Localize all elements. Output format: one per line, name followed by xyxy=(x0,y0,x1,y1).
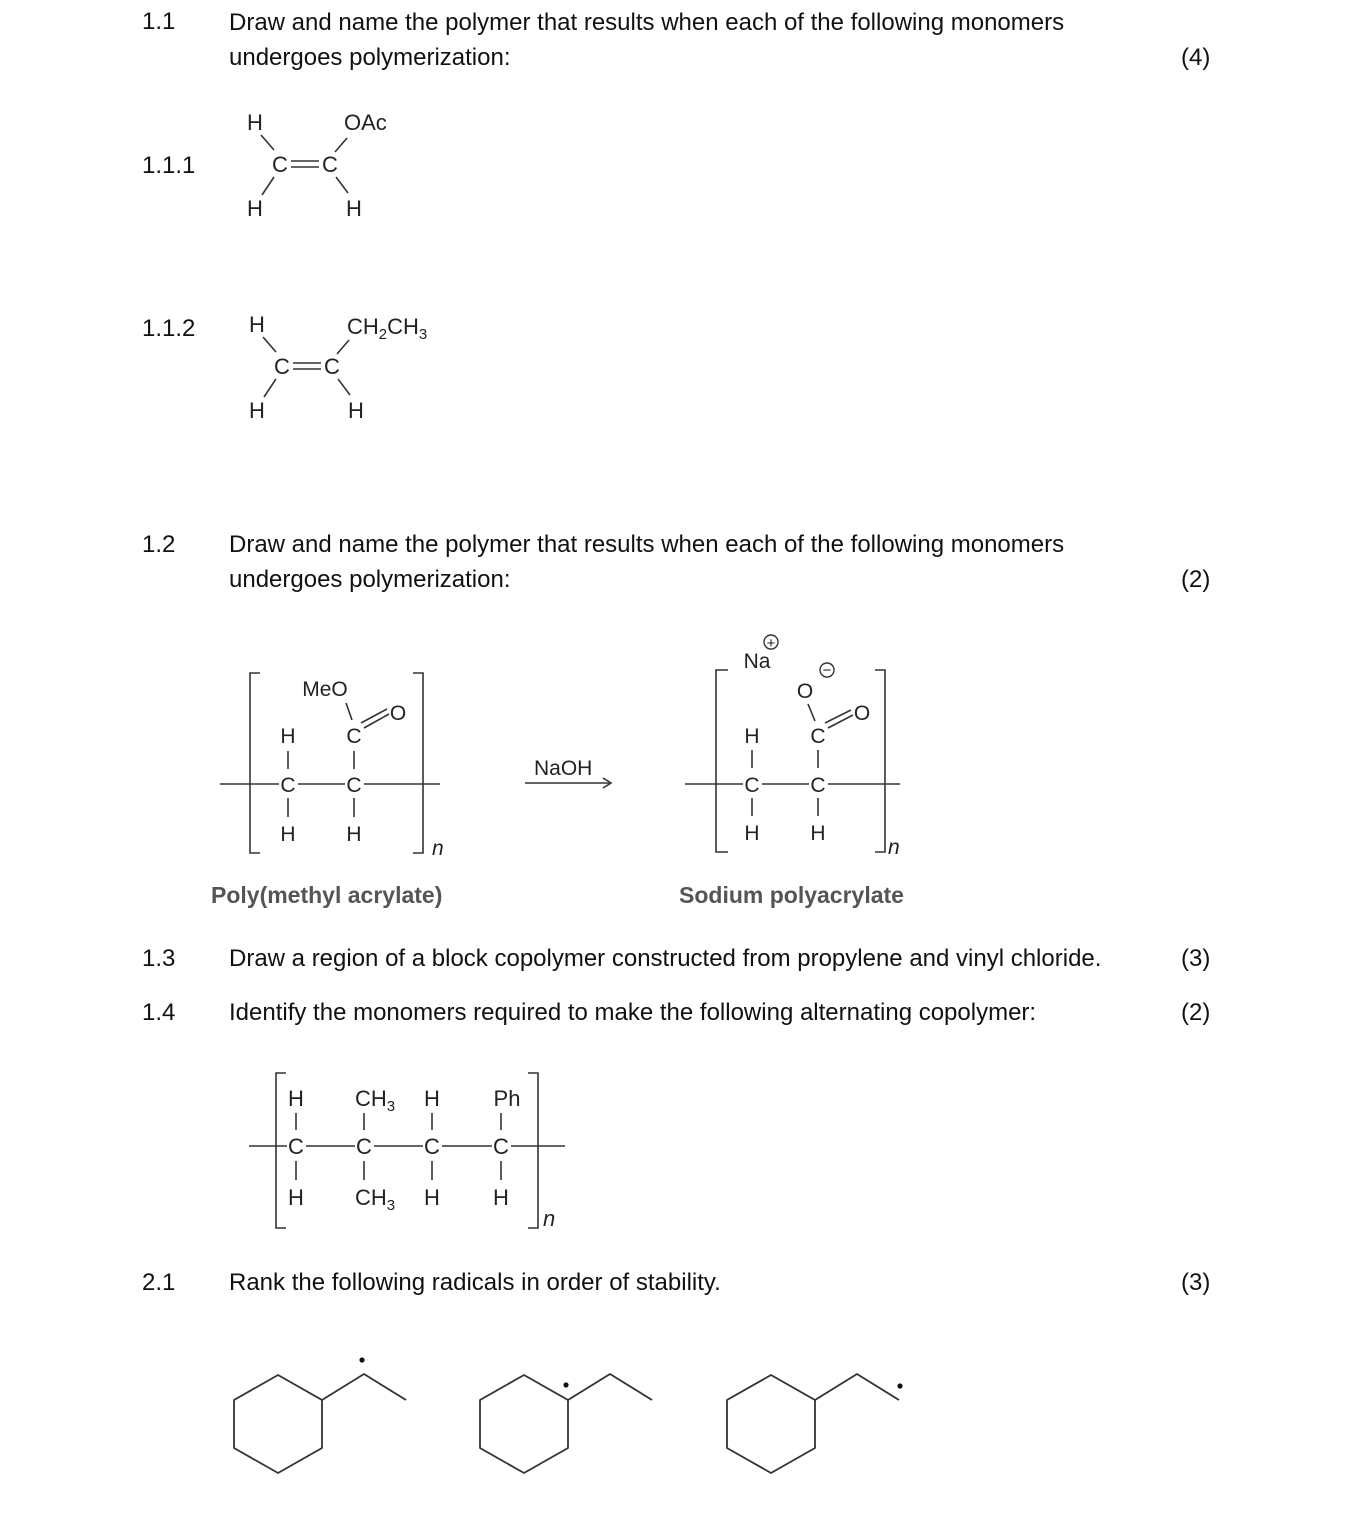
compound-label: Sodium polyacrylate xyxy=(679,882,904,908)
radical-dot-1 xyxy=(359,1357,364,1362)
atom-c: C xyxy=(744,774,760,797)
atom-c: C xyxy=(356,1134,372,1159)
alternating-copolymer-structure xyxy=(245,1068,575,1238)
question-text: Draw and name the polymer that results when each of the following monomers undergoes polymerization: xyxy=(229,531,1065,593)
bond xyxy=(336,177,348,193)
atom-h: H xyxy=(247,110,263,135)
compound-label: Poly(methyl acrylate) xyxy=(211,882,443,908)
question-number: 1.2 xyxy=(142,531,176,558)
ethyl-chain-3 xyxy=(815,1374,899,1400)
question-number: 1.1 xyxy=(142,8,176,35)
reaction-arrow xyxy=(523,775,618,791)
reagent-label: NaOH xyxy=(534,757,593,780)
atom-h: H xyxy=(424,1185,440,1210)
repeat-n: n xyxy=(432,837,444,860)
subquestion-number: 1.1.2 xyxy=(142,315,196,342)
vinyl-acetate-structure xyxy=(230,100,430,230)
atom-na: Na xyxy=(743,650,771,673)
atom-c: C xyxy=(324,354,340,379)
methyl-group: $CH_3$ xyxy=(355,1185,396,1214)
bond xyxy=(335,138,347,152)
bond xyxy=(261,135,274,150)
bracket-left xyxy=(716,670,728,852)
atom-c: C xyxy=(322,152,338,177)
question-text: Rank the following radicals in order of stability. xyxy=(229,1269,721,1296)
question-number: 1.4 xyxy=(142,999,176,1026)
bracket-right xyxy=(528,1073,538,1228)
question-text: Identify the monomers required to make the following alternating copolymer: xyxy=(229,999,1037,1026)
ethyl-chain-1 xyxy=(322,1374,406,1400)
radicals-figure xyxy=(220,1345,920,1485)
bracket-right xyxy=(875,670,885,852)
atom-c: C xyxy=(346,774,362,797)
question-marks: (4) xyxy=(1181,44,1211,71)
atom-c: C xyxy=(272,152,288,177)
atom-h: H xyxy=(493,1185,509,1210)
question-marks: (3) xyxy=(1181,945,1211,972)
bracket-left xyxy=(276,1073,286,1228)
atom-h: H xyxy=(249,398,265,423)
radical-dot-2 xyxy=(563,1382,568,1387)
question-marks: (2) xyxy=(1181,999,1211,1026)
ethyl-chain-2 xyxy=(568,1374,652,1400)
cyclohexane-ring-3 xyxy=(727,1375,815,1473)
atom-h: H xyxy=(280,725,296,748)
question-marks: (3) xyxy=(1181,1269,1211,1296)
question-number: 2.1 xyxy=(142,1269,176,1296)
atom-o: O xyxy=(796,680,814,703)
atom-h: H xyxy=(280,823,296,846)
atom-h: H xyxy=(346,823,362,846)
atom-ph: Ph xyxy=(493,1086,521,1111)
question-number: 1.3 xyxy=(142,945,176,972)
atom-o: O xyxy=(389,702,407,725)
atom-h: H xyxy=(744,822,760,845)
bracket-right xyxy=(413,673,423,853)
atom-h: H xyxy=(744,725,760,748)
repeat-n: n xyxy=(543,1206,556,1231)
atom-h: H xyxy=(247,196,263,221)
atom-h: H xyxy=(249,312,265,337)
repeat-n: n xyxy=(888,836,900,859)
atom-c: C xyxy=(810,725,826,748)
atom-oac: OAc xyxy=(344,110,387,135)
ethyl-group: $CH_2CH_3$ xyxy=(347,314,428,343)
question-text: Draw a region of a block copolymer constructed from propylene and vinyl chloride. xyxy=(229,945,1102,972)
cyclohexane-ring-2 xyxy=(480,1375,568,1473)
1-butene-structure xyxy=(232,302,472,432)
atom-c: C xyxy=(274,354,290,379)
atom-h: H xyxy=(424,1086,440,1111)
atom-c: C xyxy=(288,1134,304,1159)
plus-charge: + xyxy=(766,635,776,652)
methyl-group: $CH_3$ xyxy=(355,1086,396,1115)
cyclohexane-ring-1 xyxy=(234,1375,322,1473)
atom-h: H xyxy=(288,1086,304,1111)
subquestion-number: 1.1.1 xyxy=(142,152,196,179)
atom-c: C xyxy=(493,1134,509,1159)
question-text: Draw and name the polymer that results when each of the following monomers undergoes polymerization: xyxy=(229,9,1065,71)
atom-h: H xyxy=(346,196,362,221)
sodium-polyacrylate-structure xyxy=(680,628,920,868)
radical-dot-3 xyxy=(897,1383,902,1388)
atom-c: C xyxy=(346,725,362,748)
atom-c: C xyxy=(424,1134,440,1159)
atom-h: H xyxy=(288,1185,304,1210)
atom-h: H xyxy=(348,398,364,423)
atom-meo: MeO xyxy=(302,678,348,701)
question-marks: (2) xyxy=(1181,566,1211,593)
atom-c: C xyxy=(810,774,826,797)
bracket-left xyxy=(250,673,260,853)
minus-charge: − xyxy=(822,662,832,679)
atom-o: O xyxy=(853,702,871,725)
atom-c: C xyxy=(280,774,296,797)
atom-h: H xyxy=(810,822,826,845)
poly-methyl-acrylate-structure xyxy=(215,665,455,865)
bond xyxy=(262,177,274,195)
